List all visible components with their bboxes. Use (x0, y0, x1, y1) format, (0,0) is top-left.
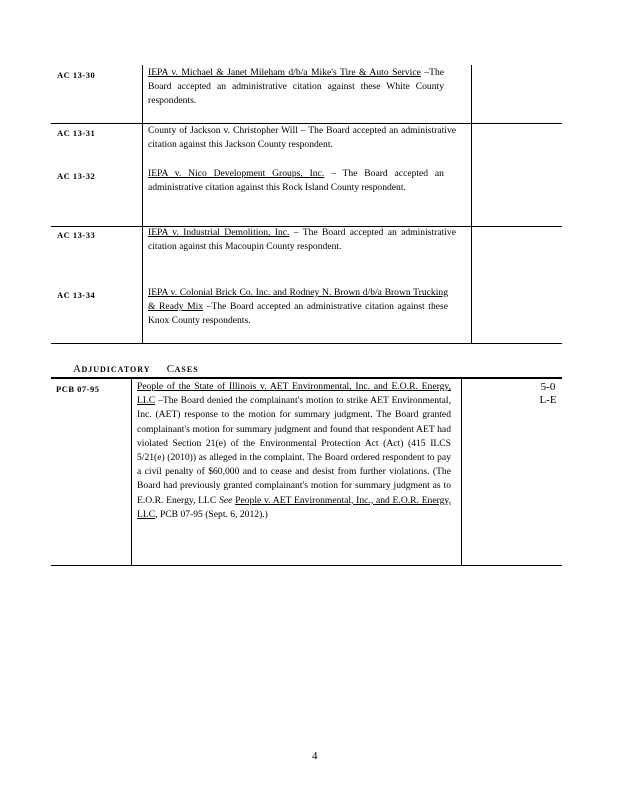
case-summary: –The Board accepted an administrative citation against these Knox County respondents. (148, 301, 448, 327)
see-caption: People v. AET Environmental, Inc., and E.O.R. Energy, LLC (137, 494, 451, 520)
case-caption: People of the State of Illinois v. AET Environmental, Inc. and E.O.R. Energy, LLC (137, 381, 451, 407)
case-caption: IEPA v. Michael & Janet Mileham d/b/a Mike's Tire & Auto Service (148, 67, 421, 78)
ac-table-bottom (51, 343, 562, 344)
case-description (137, 380, 451, 522)
case-caption: IEPA v. Nico Development Groups, Inc. (148, 168, 325, 179)
case-summary: –The Board denied the complainant's motion to strike AET Environmental, Inc. (AET) response to the motion for summary judgment. The Board granted complainant's motion for summary judgment and found that respondent AET had violated Section 21(e) of the Environmental Protection Act (Act) (415 ILCS 5/21(e) (2010)) as alleged in the complaint. The Board ordered respondent to pay a civil penalty of $60,000 and to cease and desist from further violations. (The Board had previously granted complainant's motion for summary judgment as to E.O.R. Energy, LLC (137, 395, 451, 506)
case-number: AC 13-33 (57, 230, 96, 240)
case-number: AC 13-34 (57, 290, 96, 300)
case-summary: County of Jackson v. Christopher Will – The Board accepted an administrative citation against this Jackson County respondent. (148, 125, 456, 151)
case-description (148, 167, 444, 195)
adj-table-bottom (51, 565, 562, 566)
ac-col-divider-right (471, 65, 472, 344)
vote-type: L-E (539, 394, 557, 406)
adj-col-divider (131, 379, 132, 566)
case-number: PCB 07-95 (56, 384, 100, 394)
case-summary: – The Board accepted an administrative citation against this Rock Island County respondent. (148, 168, 444, 194)
case-summary: –The Board accepted an administrative citation against these White County respondents. (148, 67, 444, 107)
case-description (148, 226, 456, 254)
case-caption: IEPA v. Industrial Demolition, Inc. (148, 227, 290, 238)
case-caption: IEPA v. Colonial Brick Co. Inc. and Rodney N. Brown d/b/a Brown Trucking & Ready Mix (148, 287, 448, 313)
case-description (148, 124, 456, 152)
case-number: AC 13-32 (57, 171, 96, 181)
vote-count: 5-0 (540, 381, 556, 393)
section-heading: ADJUDICATORY CASES (73, 363, 199, 375)
vote-tally (530, 381, 566, 407)
case-description (148, 66, 444, 109)
citation-tail: , PCB 07-95 (Sept. 6, 2012).) (155, 508, 268, 520)
see-signal: See (219, 494, 233, 506)
case-summary: – The Board accepted an administrative citation against this Macoupin County respondent. (148, 227, 456, 253)
ac-col-divider (142, 65, 143, 344)
adj-col-divider-right (461, 379, 462, 566)
adj-table-top (51, 377, 562, 379)
page-number: 4 (312, 750, 318, 762)
case-number: AC 13-31 (57, 128, 96, 138)
case-number: AC 13-30 (57, 70, 96, 80)
case-description (148, 286, 448, 329)
